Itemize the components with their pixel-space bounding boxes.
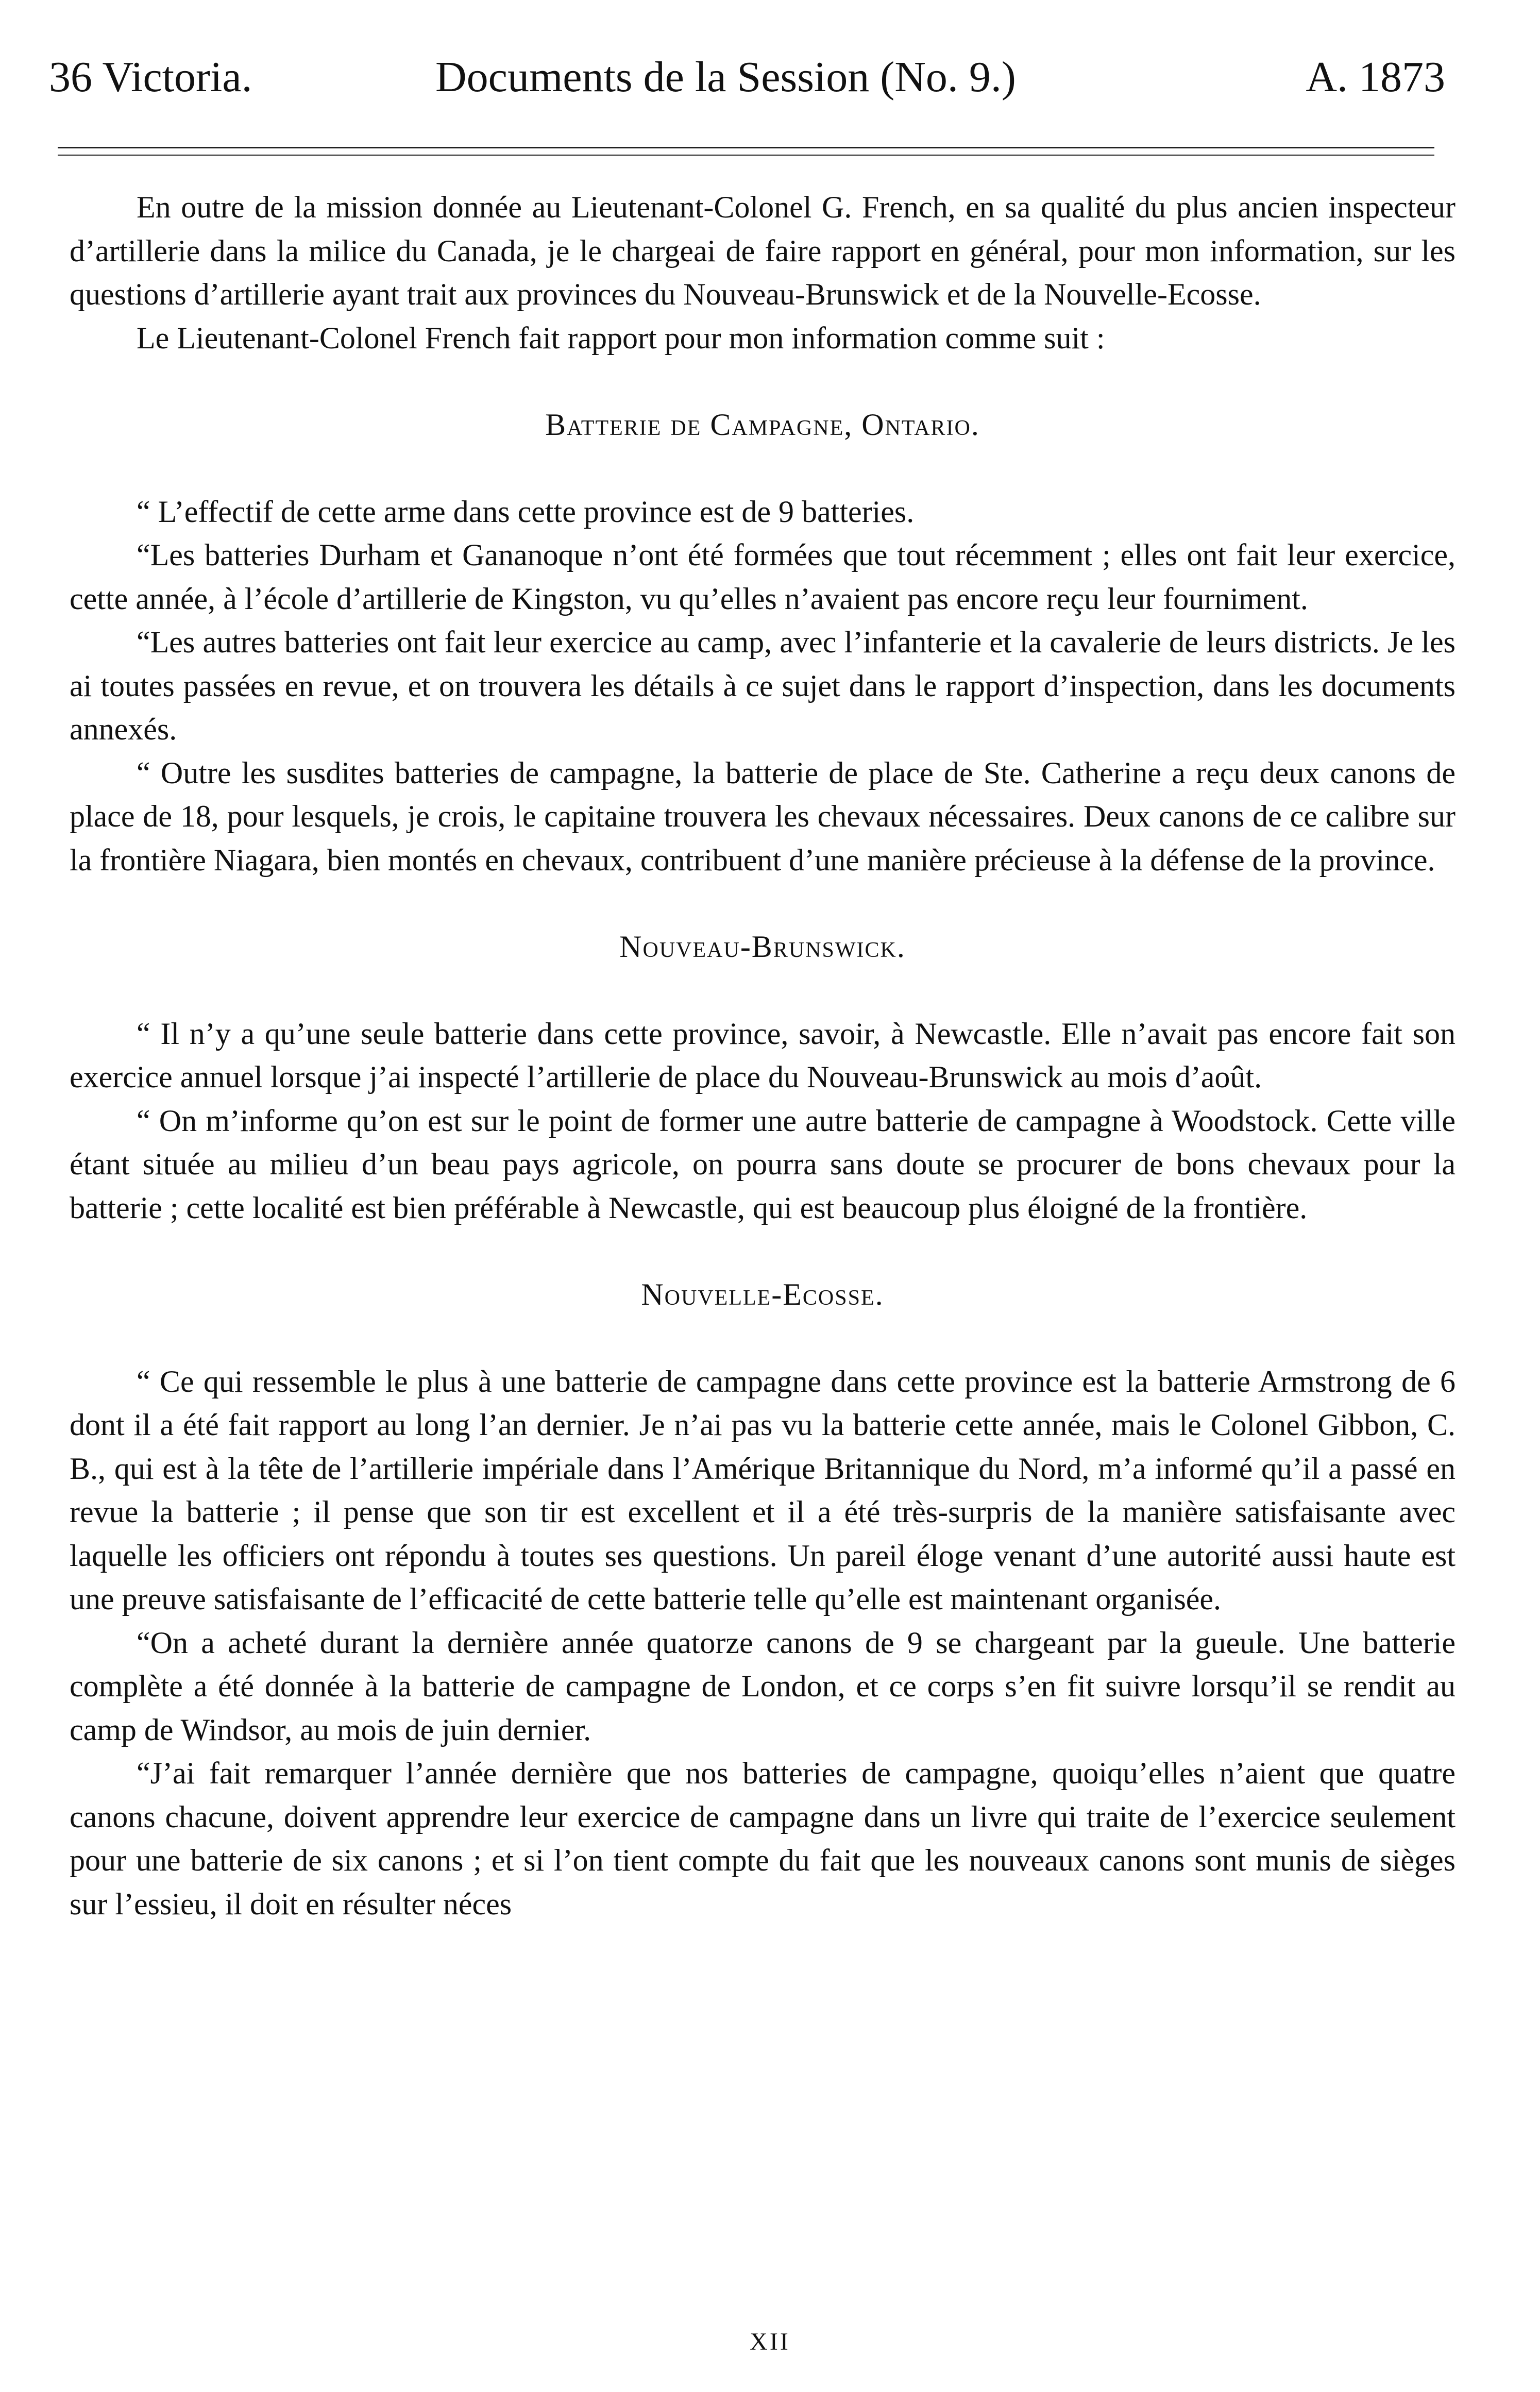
ornament-mark: [70, 969, 1456, 1012]
spacer: [70, 360, 1456, 403]
paragraph-intro: En outre de la mission donnée au Lieutenant-Colonel G. French, en sa qualité du plus ancien inspecteur d’artillerie dans la milice du Canada, je le chargeai de faire rapport en général, pour mon information, sur les questions d’artillerie ayant trait aux provinces du Nouveau-Brunswick et de la Nouvelle-Ecosse.: [70, 190, 1456, 311]
page-number: XII: [750, 2328, 790, 2355]
paragraph-quatorze-canons: “On a acheté durant la dernière année quatorze canons de 9 se chargeant par la gueule. Une batterie complète a été donnée à la batterie de campagne de London, et ce corps s’en fit suivre lorsqu’il se rendit au camp de Windsor, au mois de juin dernier.: [70, 1625, 1456, 1747]
section-heading-nouvelle-ecosse: Nouvelle-Ecosse.: [641, 1277, 884, 1311]
header-rule-thick: [58, 147, 1434, 148]
header-rule-thin: [58, 155, 1434, 156]
running-header: [49, 49, 1445, 106]
paragraph-woodstock: “ On m’informe qu’on est sur le point de former une autre batterie de campagne à Woodstock. Cette ville étant située au milieu d’un beau pays agricole, on pourra sans doute se procurer de bons chevaux pour la batterie ; cette localité est bien préférable à Newcastle, qui est beaucoup plus éloigné de la frontière.: [70, 1103, 1456, 1225]
section-heading-ontario: Batterie de Campagne, Ontario.: [545, 408, 980, 442]
page-body: [70, 186, 1456, 1926]
spacer: [70, 447, 1456, 490]
paragraph-newcastle: “ Il n’y a qu’une seule batterie dans cette province, savoir, à Newcastle. Elle n’avait pas encore fait son exercice annuel lorsque j’ai inspecté l’artillerie de place du Nouveau-Brunswick au mois d’août.: [70, 1016, 1456, 1094]
paragraph-report-intro: Le Lieutenant-Colonel French fait rapport pour mon information comme suit :: [137, 321, 1105, 355]
spacer: [70, 1229, 1456, 1273]
header-document-title: Documents de la Session (No. 9.): [435, 53, 1016, 101]
paragraph-autres-batteries: “Les autres batteries ont fait leur exercice au camp, avec l’infanterie et la cavalerie de leurs districts. Je les ai toutes passées en revue, et on trouvera les détails à ce sujet dans le rapport d’inspection, dans les documents annexés.: [70, 625, 1456, 746]
spacer: [70, 1317, 1456, 1360]
header-year: A. 1873: [1306, 53, 1445, 101]
paragraph-ste-catherine: “ Outre les susdites batteries de campagne, la batterie de place de Ste. Catherine a reçu deux canons de place de 18, pour lesquels, je crois, le capitaine trouvera les chevaux nécessaires. Deux canons de ce calibre sur la frontière Niagara, bien montés en chevaux, contribuent d’une manière précieuse à la défense de la province.: [70, 755, 1456, 877]
paragraph-exercice-campagne: “J’ai fait remarquer l’année dernière que nos batteries de campagne, quoiqu’elles n’aient que quatre canons chacune, doivent apprendre leur exercice de campagne dans un livre qui traite de l’exercice seulement pour une batterie de six canons ; et si l’on tient compte du fait que les nouveaux canons sont munis de sièges sur l’essieu, il doit en résulter néces: [70, 1756, 1456, 1921]
header-regnal-year: 36 Victoria.: [49, 53, 252, 101]
paragraph-effectif: “ L’effectif de cette arme dans cette province est de 9 batteries.: [137, 494, 915, 529]
paragraph-armstrong: “ Ce qui ressemble le plus à une batterie de campagne dans cette province est la batterie Armstrong de 6 dont il a été fait rapport au long l’an dernier. Je n’ai pas vu la batterie cette année, mais le Colonel Gibbon, C. B., qui est à la tête de l’artillerie impériale dans l’Amérique Britannique du Nord, m’a informé qu’il a passé en revue la batterie ; il pense que son tir est excellent et il a été très-surpris de la manière satisfaisante avec laquelle les officiers ont répondu à toutes ses questions. Un pareil éloge venant d’une autorité aussi haute est une preuve satisfaisante de l’efficacité de cette batterie telle qu’elle est maintenant organisée.: [70, 1364, 1456, 1616]
spacer: [70, 882, 1456, 925]
paragraph-durham-gananoque: “Les batteries Durham et Gananoque n’ont été formées que tout récemment ; elles ont fait leur exercice, cette année, à l’école d’artillerie de Kingston, vu qu’elles n’avaient pas encore reçu leur fourniment.: [70, 538, 1456, 616]
section-heading-nouveau-brunswick: Nouveau-Brunswick.: [619, 930, 906, 964]
